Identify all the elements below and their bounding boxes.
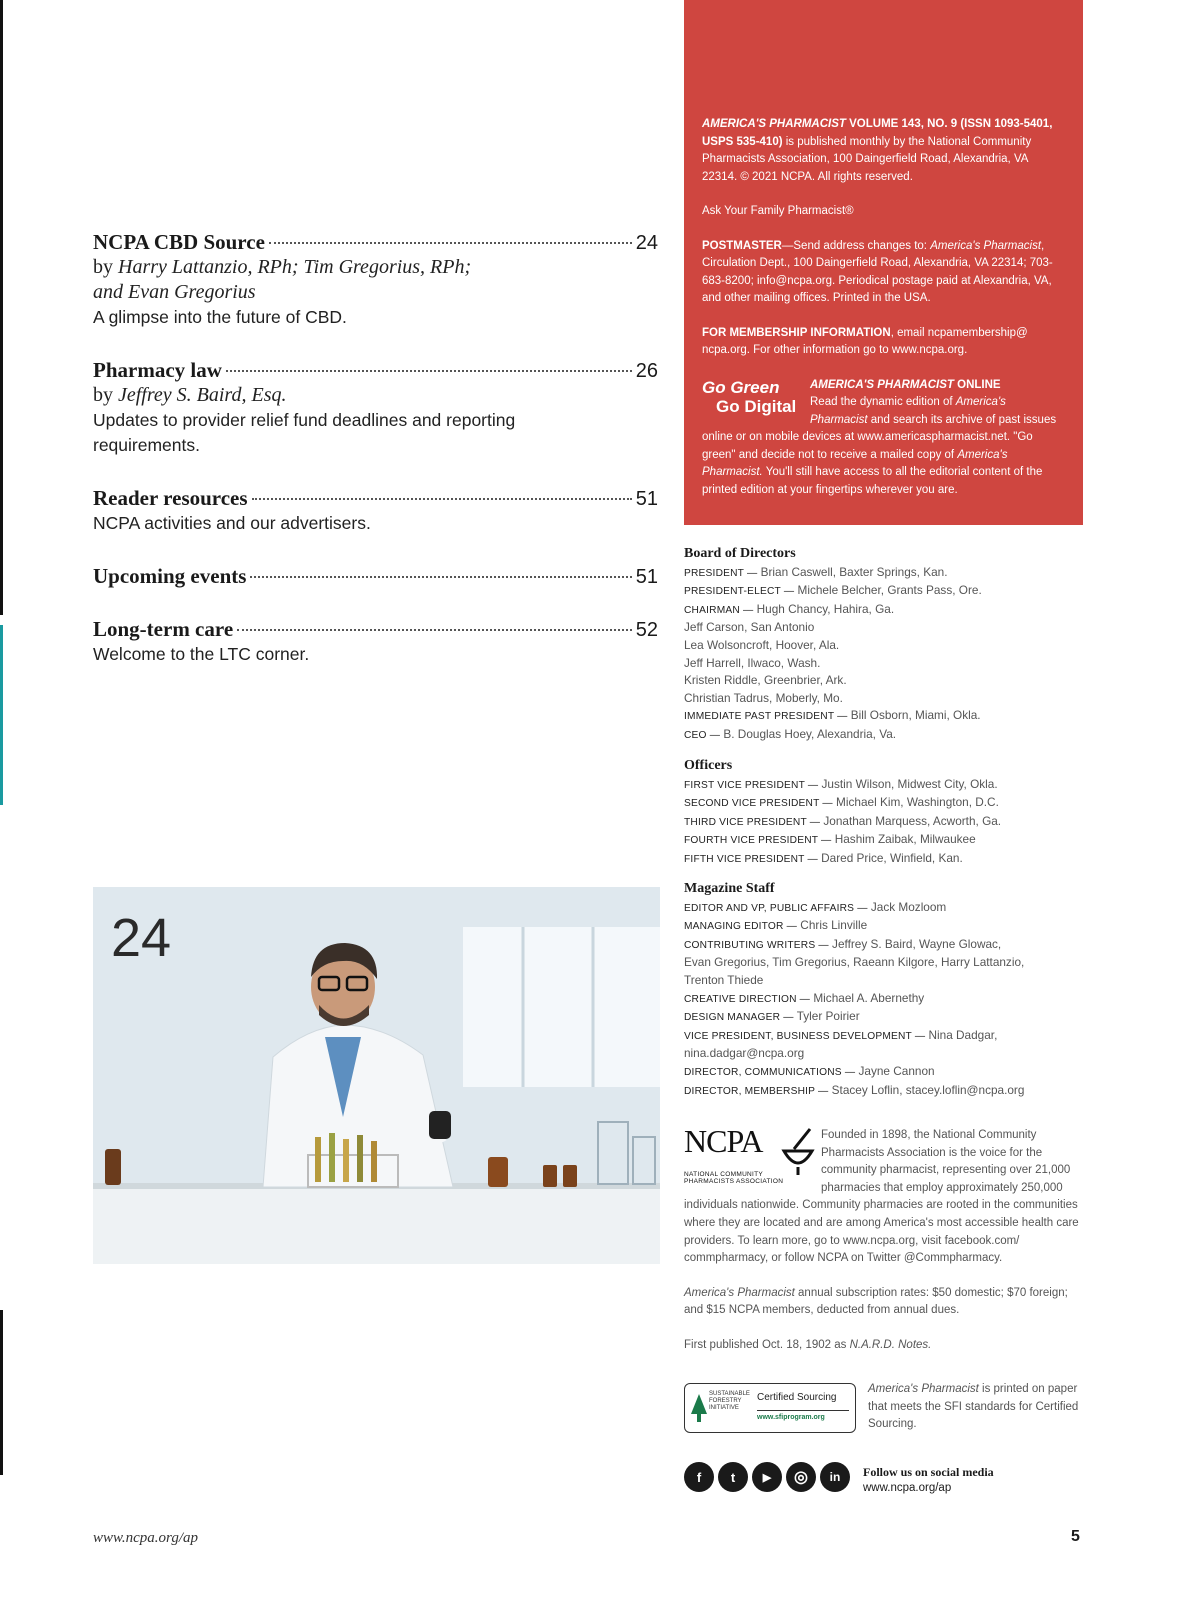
toc-page: 51 <box>635 488 658 510</box>
masthead-online <box>702 377 1065 500</box>
person-name: Michele Belcher, Grants Pass, Ore. <box>794 583 982 598</box>
toc-entry-cbd[interactable] <box>93 230 658 330</box>
postmaster-label: POSTMASTER <box>702 239 782 252</box>
online-b: and search its archive of past issues online or on mobile devices at www.americaspharmacist.net. "Go green" and decide not to receive a mailed copy of <box>702 413 1057 461</box>
officers-row <box>684 776 1094 795</box>
leader-dots <box>237 629 632 631</box>
by-prefix: by <box>93 256 113 278</box>
toc-entry-upcoming-events[interactable] <box>93 564 658 589</box>
about-ncpa <box>684 1123 1084 1372</box>
online-title: AMERICA'S PHARMACIST <box>810 378 954 391</box>
first-pub-ital: N.A.R.D. Notes. <box>849 1338 932 1351</box>
person-name: Tyler Poirier <box>793 1009 860 1024</box>
role-label: FIFTH VICE PRESIDENT — <box>684 853 818 865</box>
leader-dots <box>269 242 632 244</box>
role-label: VICE PRESIDENT, BUSINESS DEVELOPMENT — <box>684 1030 926 1042</box>
leader-dots <box>252 498 632 500</box>
about-text: Founded in 1898, the National Community Pharmacists Association is the voice for the community pharmacist, representing over 21,000 pharmacies that employ approximately 250,000 individuals nationwide. Community pharmacies are rooted in the communities where they are located and are among America's most accessible health care providers. To learn more, go to www.ncpa.org, visit facebook.com/ commpharmacy, or follow NCPA on Twitter @Commpharmacy. <box>684 1129 1079 1265</box>
staff-row <box>684 936 1094 955</box>
toc-desc: Welcome to the LTC corner. <box>93 644 310 664</box>
role-label: PRESIDENT — <box>684 567 758 579</box>
person-name: Michael A. Abernethy <box>810 990 925 1005</box>
membership-label: FOR MEMBERSHIP INFORMATION <box>702 326 891 339</box>
sfi-l2: FORESTRY <box>709 1398 742 1404</box>
board-of-directors <box>684 545 1094 745</box>
postmaster-b: , Circulation Dept., 100 Daingerfield Road, Alexandria, VA 22314; 703-683-8200; info@ncpa.org. Periodical postage paid at Alexandria, VA, and other mailing offices. Printed in the USA. <box>702 239 1053 304</box>
follow-url[interactable]: www.ncpa.org/ap <box>863 1482 952 1494</box>
person-name: Trenton Thiede <box>684 972 764 987</box>
board-heading: Board of Directors <box>684 546 796 561</box>
postmaster-ital: America's Pharmacist <box>930 239 1042 252</box>
sfi-label: Certified Sourcing <box>757 1392 837 1403</box>
instagram-icon[interactable]: ◎ <box>786 1462 816 1492</box>
sfi-divider <box>757 1410 849 1411</box>
toc-page: 51 <box>635 566 658 588</box>
toc-title[interactable]: Upcoming events <box>93 564 247 588</box>
ncpa-logo-text: NCPA <box>684 1123 763 1159</box>
about-subscription <box>684 1285 1084 1320</box>
pub-title: AMERICA'S PHARMACIST <box>702 118 846 130</box>
staff-row <box>684 917 1094 936</box>
go-digital-text: Go Digital <box>716 396 797 416</box>
board-row <box>684 672 1094 690</box>
masthead-membership <box>702 325 1065 360</box>
toc-desc: A glimpse into the future of CBD. <box>93 307 347 327</box>
person-name: Stacey Loflin, stacey.loflin@ncpa.org <box>828 1082 1025 1097</box>
online-ital2: America's Pharmacist. <box>702 448 1008 478</box>
lab-scene-illustration <box>93 887 660 1264</box>
toc-entry-pharmacy-law[interactable] <box>93 358 658 458</box>
person-name: Jonathan Marquess, Acworth, Ga. <box>820 813 1002 828</box>
toc-page: 52 <box>635 619 658 641</box>
ncpa-logo-sub1: NATIONAL COMMUNITY <box>684 1171 764 1178</box>
officers <box>684 757 1094 869</box>
staff-row <box>684 954 1094 972</box>
leader-dots <box>226 370 632 372</box>
role-label: FOURTH VICE PRESIDENT — <box>684 835 832 847</box>
person-name: Jack Mozloom <box>867 899 947 914</box>
role-label: IMMEDIATE PAST PRESIDENT — <box>684 711 848 723</box>
staff-row <box>684 1008 1094 1027</box>
by-prefix: by <box>93 384 113 406</box>
online-a: Read the dynamic edition of <box>810 396 956 408</box>
role-label: MANAGING EDITOR — <box>684 921 798 933</box>
person-name: Kristen Riddle, Greenbrier, Ark. <box>684 673 847 688</box>
go-green-text: Go Green <box>702 377 780 397</box>
role-label: CEO — <box>684 729 721 741</box>
first-pub-a: First published Oct. 18, 1902 as <box>684 1338 850 1351</box>
board-row <box>684 655 1094 673</box>
sfi-logo-text <box>709 1391 750 1412</box>
article-photo <box>93 887 660 1264</box>
staff-heading: Magazine Staff <box>684 881 775 896</box>
person-name: Jeffrey S. Baird, Wayne Glowac, <box>828 936 1002 951</box>
masthead-box <box>684 0 1083 525</box>
sfi-l1: SUSTAINABLE <box>709 1391 750 1397</box>
person-name: Hashim Zaibak, Milwaukee <box>831 832 976 847</box>
toc-byline <box>93 255 533 305</box>
edge-line-top <box>0 0 3 615</box>
role-label: SECOND VICE PRESIDENT — <box>684 798 833 810</box>
person-name: Brian Caswell, Baxter Springs, Kan. <box>757 564 948 579</box>
photo-page-number: 24 <box>111 908 172 968</box>
person-name: Lea Wolsoncroft, Hoover, Ala. <box>684 637 840 652</box>
ncpa-logo <box>684 1123 818 1187</box>
person-name: Christian Tadrus, Moberly, Mo. <box>684 690 843 705</box>
role-label: EDITOR AND VP, PUBLIC AFFAIRS — <box>684 902 868 914</box>
role-label: CHAIRMAN — <box>684 604 754 616</box>
membership-info: , email ncpamembership@ ncpa.org. For other information go to www.ncpa.org. <box>702 326 1028 356</box>
person-name: Michael Kim, Washington, D.C. <box>832 795 999 810</box>
person-name: nina.dadgar@ncpa.org <box>684 1046 805 1061</box>
page-number: 5 <box>1071 1528 1080 1545</box>
role-label: DESIGN MANAGER — <box>684 1012 794 1024</box>
leader-dots <box>250 576 631 578</box>
edge-line-bottom <box>0 1310 3 1475</box>
magazine-staff <box>684 880 1094 1100</box>
linkedin-icon[interactable]: in <box>820 1462 850 1492</box>
toc-title[interactable]: NCPA CBD Source <box>93 230 265 254</box>
role-label: THIRD VICE PRESIDENT — <box>684 816 821 828</box>
toc-desc: NCPA activities and our advertisers. <box>93 513 371 533</box>
go-green-logo <box>702 378 802 420</box>
tree-icon <box>689 1392 709 1424</box>
facebook-icon[interactable]: f <box>684 1462 714 1492</box>
board-row <box>684 637 1094 655</box>
sfi-text-rest: is printed on paper that meets the SFI standards for Certified Sourcing. <box>868 1383 1079 1431</box>
toc-author: Harry Lattanzio, RPh; Tim Gregorius, RPh; <box>118 256 472 278</box>
person-name: Evan Gregorius, Tim Gregorius, Raeann Kilgore, Harry Lattanzio, <box>684 955 1025 970</box>
role-label: CREATIVE DIRECTION — <box>684 993 811 1005</box>
person-name: Justin Wilson, Midwest City, Okla. <box>818 776 998 791</box>
online-label: ONLINE <box>953 378 1001 391</box>
officers-row <box>684 850 1094 869</box>
role-label: PRESIDENT-ELECT — <box>684 586 795 598</box>
role-label: FIRST VICE PRESIDENT — <box>684 779 819 791</box>
toc-title[interactable]: Long-term care <box>93 617 234 641</box>
staff-row <box>684 1045 1094 1063</box>
staff-row <box>684 899 1094 918</box>
pub-volume: VOLUME 143, NO. 9 (ISSN 1093-5401, USPS 535-410) <box>702 118 1053 148</box>
social-icons <box>684 1462 850 1492</box>
person-name: Jayne Cannon <box>855 1063 935 1078</box>
board-row <box>684 564 1094 583</box>
twitter-icon[interactable]: t <box>718 1462 748 1492</box>
sfi-text-ital: America's Pharmacist <box>868 1383 979 1395</box>
role-label: DIRECTOR, COMMUNICATIONS — <box>684 1066 856 1078</box>
officers-row <box>684 813 1094 832</box>
officers-row <box>684 831 1094 850</box>
table-of-contents <box>93 230 658 695</box>
role-label: CONTRIBUTING WRITERS — <box>684 939 829 951</box>
about-founded <box>684 1123 1084 1268</box>
staff-row <box>684 1027 1094 1046</box>
person-name: Jeff Harrell, Ilwaco, Wash. <box>684 655 821 670</box>
sfi-description <box>868 1381 1088 1434</box>
staff-row <box>684 972 1094 990</box>
pub-info: is published monthly by the National Community Pharmacists Association, 100 Daingerfield Road, Alexandria, VA 22314. © 2021 NCPA. All rights reserved. <box>702 135 1032 183</box>
edge-line-teal <box>0 625 3 805</box>
follow-us <box>863 1465 994 1496</box>
mortar-pestle-icon <box>778 1127 818 1177</box>
footer-url[interactable]: www.ncpa.org/ap <box>93 1530 199 1546</box>
online-ital1: America's Pharmacist <box>810 396 1006 426</box>
toc-page: 24 <box>635 232 658 254</box>
board-row <box>684 690 1094 708</box>
person-name: Hugh Chancy, Hahira, Ga. <box>753 601 895 616</box>
sfi-url[interactable]: www.sfiprogram.org <box>757 1414 825 1421</box>
toc-desc: Updates to provider relief fund deadlines and reporting requirements. <box>93 410 516 455</box>
toc-page: 26 <box>635 360 658 382</box>
person-name: Chris Linville <box>797 918 868 933</box>
staff-row <box>684 1063 1094 1082</box>
person-name: B. Douglas Hoey, Alexandria, Va. <box>720 726 897 741</box>
about-first-published <box>684 1337 1084 1355</box>
toc-title[interactable]: Reader resources <box>93 486 248 510</box>
staff-row <box>684 990 1094 1009</box>
board-row <box>684 707 1094 726</box>
officers-heading: Officers <box>684 758 733 773</box>
board-row <box>684 619 1094 637</box>
toc-entry-long-term-care[interactable] <box>93 617 658 667</box>
toc-title[interactable]: Pharmacy law <box>93 358 222 382</box>
masthead-postmaster <box>702 238 1065 308</box>
person-name: Jeff Carson, San Antonio <box>684 620 815 635</box>
masthead-tagline: Ask Your Family Pharmacist® <box>702 205 854 217</box>
officers-row <box>684 794 1094 813</box>
masthead-publication <box>702 116 1065 186</box>
sub-rates: annual subscription rates: $50 domestic; $70 foreign; and $15 NCPA members, deducted from annual dues. <box>684 1286 1068 1317</box>
sfi-badge <box>684 1383 856 1433</box>
person-name: Nina Dadgar, <box>925 1027 998 1042</box>
board-row <box>684 582 1094 601</box>
person-name: Dared Price, Winfield, Kan. <box>817 850 963 865</box>
role-label: DIRECTOR, MEMBERSHIP — <box>684 1085 829 1097</box>
staff-row <box>684 1082 1094 1101</box>
online-c: You'll still have access to all the editorial content of the printed edition at your fingertips wherever you are. <box>702 466 1043 496</box>
sub-title: America's Pharmacist <box>684 1286 795 1299</box>
ncpa-logo-sub2: PHARMACISTS ASSOCIATION <box>684 1178 784 1185</box>
postmaster-a: —Send address changes to: <box>781 239 931 252</box>
toc-entry-reader-resources[interactable] <box>93 486 658 536</box>
board-row <box>684 601 1094 620</box>
youtube-icon[interactable]: ▶ <box>752 1462 782 1492</box>
person-name: Bill Osborn, Miami, Okla. <box>847 708 981 723</box>
toc-author-2: and Evan Gregorius <box>93 281 256 303</box>
toc-author: Jeffrey S. Baird, Esq. <box>118 384 287 406</box>
toc-byline <box>93 383 658 408</box>
board-row <box>684 726 1094 745</box>
follow-label: Follow us on social media <box>863 1465 994 1479</box>
sfi-l3: INITIATIVE <box>709 1405 739 1411</box>
